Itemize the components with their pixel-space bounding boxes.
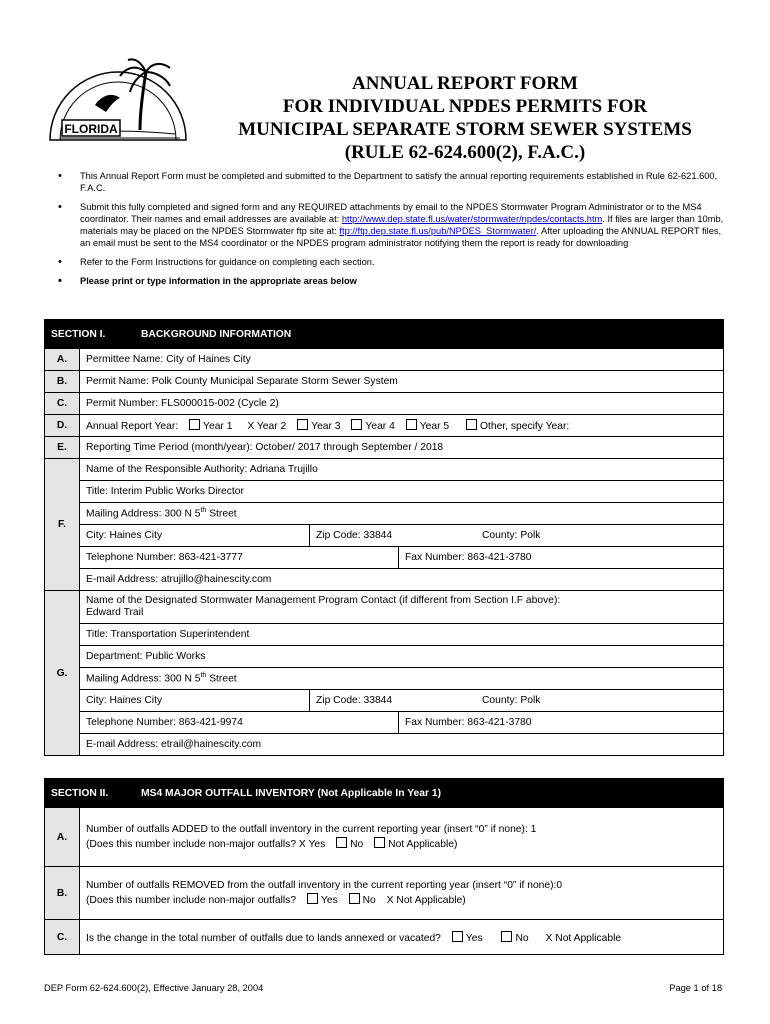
authority-zip-field[interactable]: Zip Code: 33844 <box>309 525 476 546</box>
year-1-checkbox[interactable] <box>189 419 200 430</box>
section-1-header <box>45 320 724 349</box>
stormwater-contact-field[interactable] <box>80 591 724 624</box>
title-line-1: ANNUAL REPORT FORM <box>352 73 578 94</box>
instruction-item: • Please print or type information in the appropriate areas below <box>58 275 724 287</box>
permit-number-field[interactable]: Permit Number: FLS000015-002 (Cycle 2) <box>80 393 724 415</box>
section-title: MS4 MAJOR OUTFALL INVENTORY (Not Applicable In Year 1) <box>141 787 441 799</box>
added-no-checkbox[interactable] <box>336 837 347 848</box>
row-label: F. <box>45 459 80 591</box>
title-line-2: FOR INDIVIDUAL NPDES PERMITS FOR <box>282 96 648 117</box>
responsible-authority-field[interactable]: Name of the Responsible Authority: Adriana Trujillo <box>80 459 724 481</box>
row-label: A. <box>45 808 80 867</box>
row-label: C. <box>45 393 80 415</box>
year-4-checkbox[interactable] <box>351 419 362 430</box>
address-text: Street <box>206 508 237 520</box>
address-text: Mailing Address: 300 N 5 <box>86 673 201 685</box>
authority-city-row <box>80 525 724 547</box>
section-2-table <box>44 778 724 955</box>
non-major-question: (Does this number include non-major outfalls? X Yes <box>86 839 326 850</box>
removed-yes-label: Yes <box>320 895 338 906</box>
contact-zip-field[interactable]: Zip Code: 33844 <box>309 690 476 711</box>
page-number: Page 1 of 18 <box>669 983 722 993</box>
annual-report-year-label: Annual Report Year: <box>86 421 179 432</box>
row-label: B. <box>45 371 80 393</box>
annexed-vacated-field[interactable] <box>80 920 724 955</box>
authority-email-field[interactable]: E-mail Address: atrujillo@hainescity.com <box>80 569 724 591</box>
section-number: SECTION I. <box>51 328 106 340</box>
authority-city-field[interactable]: City: Haines City <box>86 530 163 541</box>
form-footer-id: DEP Form 62-624.600(2), Effective January 28, 2004 <box>44 983 264 993</box>
address-text: Street <box>206 673 237 685</box>
annual-report-year-row <box>80 415 724 437</box>
address-text: Mailing Address: 300 N 5 <box>86 508 201 520</box>
section-1-table <box>44 319 724 756</box>
row-label: C. <box>45 920 80 955</box>
contact-mailing-address-field[interactable] <box>80 668 724 690</box>
authority-county-field[interactable]: County: Polk <box>482 530 541 541</box>
ftp-link[interactable]: ftp://ftp.dep.state.fl.us/pub/NPDES_Stormwater/ <box>339 226 537 236</box>
contact-phone-row <box>80 712 724 734</box>
outfalls-removed-field[interactable] <box>80 867 724 920</box>
row-label: E. <box>45 437 80 459</box>
added-na-label: Not Applicable) <box>388 839 458 850</box>
section-2-header <box>45 779 724 808</box>
contact-email-field[interactable]: E-mail Address: etrail@hainescity.com <box>80 734 724 756</box>
annexed-yes-checkbox[interactable] <box>452 931 463 942</box>
permit-name-field[interactable]: Permit Name: Polk County Municipal Separate Storm Sewer System <box>80 371 724 393</box>
title-line-4: (RULE 62-624.600(2), F.A.C.) <box>344 142 586 163</box>
year-2-label[interactable]: X Year 2 <box>247 421 287 432</box>
contact-fax-field[interactable]: Fax Number: 863-421-3780 <box>398 712 723 733</box>
outfalls-added-question: Number of outfalls ADDED to the outfall inventory in the current reporting year (insert “0” if none): 1 <box>86 824 537 835</box>
other-year-checkbox[interactable] <box>466 419 477 430</box>
authority-phone-field[interactable]: Telephone Number: 863-421-3777 <box>86 552 243 563</box>
annexed-na-label: X Not Applicable <box>545 932 622 944</box>
authority-title-field[interactable]: Title: Interim Public Works Director <box>80 481 724 503</box>
instruction-text: . If files are larger than 10mb, materials may be placed on the NPDES Stormwater ftp site at: <box>80 214 724 236</box>
year-1-label: Year 1 <box>203 421 233 432</box>
instruction-text: Submit this fully completed and signed form and any REQUIRED attachments by email to the NPDES Stormwater Program Administrator or to the MS4 coordinator. Their names and email addresses are available at: <box>80 202 702 224</box>
instructions-list <box>58 170 724 294</box>
removed-yes-checkbox[interactable] <box>307 893 318 904</box>
removed-na-label: X Not Applicable) <box>386 895 466 906</box>
removed-no-label: No <box>362 895 376 906</box>
contacts-link[interactable]: http://www.dep.state.fl.us/water/stormwater/npdes/contacts.htm <box>341 214 603 224</box>
instruction-item: • Refer to the Form Instructions for guidance on completing each section. <box>58 256 724 268</box>
reporting-period-field[interactable]: Reporting Time Period (month/year): October/ 2017 through September / 2018 <box>80 437 724 459</box>
contact-name: Edward Trail <box>86 607 144 618</box>
address-suffix: th <box>200 672 207 680</box>
authority-fax-field[interactable]: Fax Number: 863-421-3780 <box>398 547 723 568</box>
contact-title-field[interactable]: Title: Transportation Superintendent <box>80 624 724 646</box>
contact-phone-field[interactable]: Telephone Number: 863-421-9974 <box>86 717 243 728</box>
dep-seal-logo <box>40 50 190 150</box>
non-major-question: (Does this number include non-major outfalls? <box>86 895 297 906</box>
added-na-checkbox[interactable] <box>374 837 385 848</box>
annexed-yes-label: Yes <box>465 932 483 944</box>
row-label: A. <box>45 349 80 371</box>
row-label: D. <box>45 415 80 437</box>
removed-no-checkbox[interactable] <box>349 893 360 904</box>
row-label: B. <box>45 867 80 920</box>
outfalls-added-field[interactable] <box>80 808 724 867</box>
contact-county-field[interactable]: County: Polk <box>482 695 541 706</box>
contact-city-row <box>80 690 724 712</box>
section-title: BACKGROUND INFORMATION <box>141 328 292 340</box>
instruction-item <box>58 201 724 249</box>
authority-mailing-address-field[interactable] <box>80 503 724 525</box>
contact-city-field[interactable]: City: Haines City <box>86 695 163 706</box>
annexed-no-checkbox[interactable] <box>501 931 512 942</box>
contact-department-field[interactable]: Department: Public Works <box>80 646 724 668</box>
year-4-label: Year 4 <box>365 421 395 432</box>
year-5-checkbox[interactable] <box>406 419 417 430</box>
year-5-label: Year 5 <box>419 421 450 432</box>
section-number: SECTION II. <box>51 787 109 799</box>
year-3-checkbox[interactable] <box>297 419 308 430</box>
permittee-name-field[interactable]: Permittee Name: City of Haines City <box>80 349 724 371</box>
outfalls-removed-question: Number of outfalls REMOVED from the outfall inventory in the current reporting year (insert “0” if none):0 <box>86 880 563 891</box>
form-title <box>215 72 715 164</box>
authority-phone-row <box>80 547 724 569</box>
address-suffix: th <box>200 507 207 515</box>
year-3-label: Year 3 <box>311 421 341 432</box>
instruction-item: • This Annual Report Form must be completed and submitted to the Department to satisfy the annual reporting requirements established in Rule 62-621.600, F.A.C. <box>58 170 724 194</box>
annexed-no-label: No <box>515 932 529 944</box>
row-label: G. <box>45 591 80 756</box>
other-year-label: Other, specify Year: <box>479 421 570 432</box>
title-line-3: MUNICIPAL SEPARATE STORM SEWER SYSTEMS <box>238 119 692 140</box>
instruction-text: . After uploading the ANNUAL REPORT files, an email must be sent to the MS4 coordinator or the NPDES program administrator notifying them the report is ready for downloading <box>80 226 722 248</box>
florida-seal-text: FLORIDA <box>64 122 118 136</box>
added-no-label: No <box>350 839 364 850</box>
annexed-question: Is the change in the total number of outfalls due to lands annexed or vacated? <box>86 932 441 944</box>
contact-prompt: Name of the Designated Stormwater Management Program Contact (if different from Section I.F above): <box>86 595 561 606</box>
